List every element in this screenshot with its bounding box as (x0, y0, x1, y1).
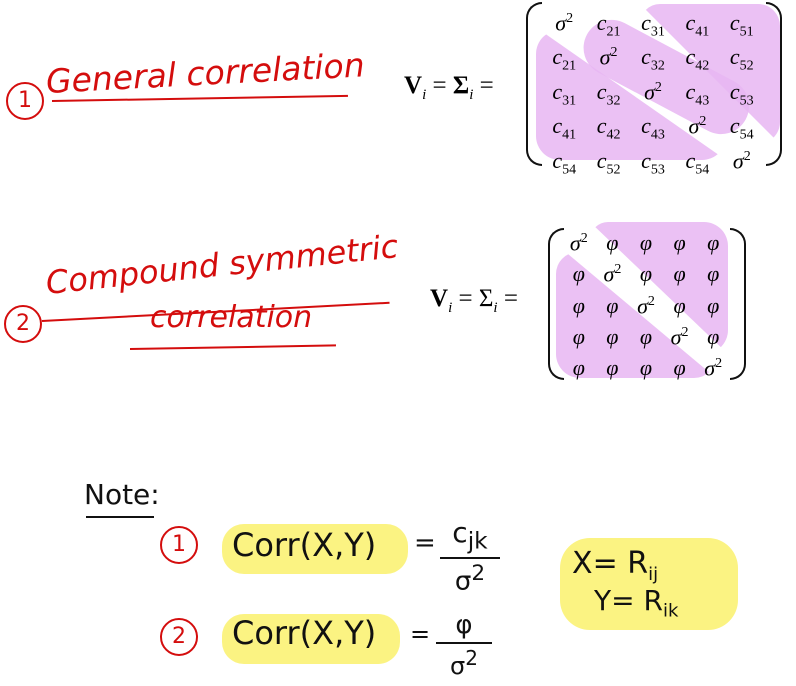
matrix-2-cell-1-2: φ (606, 230, 619, 255)
matrix-1-cell-5-4: $c_{54}$ (685, 147, 710, 177)
mid-symbol: Σ (452, 72, 470, 99)
circled-number-1: 1 (6, 82, 44, 120)
matrix-2-cell-1-4: φ (673, 230, 686, 255)
matrix-1-cell-3-1: $c_{31}$ (552, 78, 577, 109)
section-2-title-line-2: correlation (150, 300, 313, 335)
lhs-subscript: i (448, 300, 453, 316)
matrix-2-cell-3-3: $\sigma^2$ (637, 292, 655, 318)
matrix-2-cell-5-2: φ (606, 355, 619, 381)
lhs-symbol: V (404, 72, 423, 99)
matrix-2-cell-1-5: φ (707, 230, 720, 255)
matrix-2 (562, 232, 730, 380)
note-2-numerator: φ (455, 610, 473, 640)
note-1-expression: Corr(X,Y) (232, 526, 377, 564)
matrix-1-cell-1-3: $c_{31}$ (641, 10, 665, 40)
matrix-1-cell-2-5: $c_{52}$ (729, 44, 754, 74)
matrix-1-left-paren (526, 2, 542, 166)
matrix-1-cell-1-4: $c_{41}$ (685, 10, 710, 40)
note-circled-number-1: 1 (160, 526, 198, 564)
matrix-2-cell-4-5: φ (707, 323, 720, 349)
note-2-fraction-bar (436, 642, 492, 644)
mid-symbol: Σ (478, 285, 494, 312)
mid-subscript: i (469, 87, 474, 103)
note-1-denominator: $\sigma^2$ (454, 560, 486, 597)
matrix-1-cell-3-5: $c_{53}$ (729, 78, 754, 109)
matrix-2-cell-2-2: $\sigma^2$ (603, 261, 622, 287)
matrix-2-cell-4-4: $\sigma^2$ (670, 324, 689, 350)
matrix-2-cell-4-3: φ (639, 323, 653, 349)
note-label: Note: (84, 478, 160, 511)
note-1-fraction (440, 516, 500, 596)
matrix-1 (542, 12, 764, 177)
note-circled-number-2: 2 (160, 618, 198, 656)
definition-y: $Y= R_{ik}$ (594, 584, 679, 622)
matrix-1-cell-5-3: $c_{53}$ (641, 147, 665, 177)
matrix-1-cell-4-3: $c_{43}$ (641, 113, 665, 143)
section-1-equation-lhs: $V_i = \Sigma_i$ = (404, 72, 494, 103)
matrix-2-cell-3-1: φ (572, 292, 585, 318)
matrix-1-cell-5-2: $c_{52}$ (596, 147, 621, 177)
matrix-1-cell-2-4: $c_{42}$ (685, 44, 710, 74)
matrix-2-cell-5-3: φ (639, 355, 653, 381)
matrix-2-right-paren (730, 228, 746, 380)
matrix-1-cell-1-5: $c_{51}$ (729, 10, 754, 40)
matrix-2-cell-4-2: φ (606, 323, 619, 349)
section-2-equation-lhs: $V_i = \Sigma_i$ = (430, 285, 518, 316)
matrix-1-cell-4-4: $\sigma^2$ (688, 113, 707, 139)
note-2-expression: Corr(X,Y) (232, 614, 377, 652)
matrix-1-cell-1-1: $\sigma^2$ (555, 10, 574, 36)
matrix-2-cell-2-1: φ (572, 261, 585, 287)
matrix-1-cell-4-5: $c_{54}$ (729, 113, 754, 143)
lhs-symbol: V (430, 285, 449, 312)
matrix-2-cell-3-2: φ (606, 292, 619, 318)
section-2-underline-2 (130, 344, 336, 350)
note-label-underline (86, 516, 154, 518)
definition-x: $X= R_{ij}$ (572, 546, 659, 585)
matrix-1-cell-5-5: $\sigma^2$ (732, 147, 751, 173)
matrix-2-cell-5-1: φ (572, 355, 585, 381)
note-1-numerator: $c_{jk}$ (452, 516, 488, 555)
matrix-2-cell-3-5: φ (707, 292, 720, 318)
matrix-2-cell-5-5: $\sigma^2$ (704, 355, 723, 381)
matrix-1-cell-2-2: $\sigma^2$ (599, 44, 618, 70)
matrix-1-cell-1-2: $c_{21}$ (596, 10, 621, 40)
matrix-1-cell-3-2: $c_{32}$ (596, 78, 621, 109)
matrix-1-cell-5-1: $c_{54}$ (552, 147, 577, 177)
note-2-fraction (436, 610, 492, 680)
matrix-1-cell-2-1: $c_{21}$ (552, 44, 577, 74)
matrix-2-cell-3-4: φ (673, 292, 686, 318)
matrix-1-cell-3-4: $c_{43}$ (685, 78, 710, 109)
mid-subscript: i (493, 300, 498, 316)
matrix-2-cell-5-4: φ (673, 355, 686, 381)
matrix-1-cell-4-2: $c_{42}$ (596, 113, 621, 143)
section-1-title: General correlation (44, 45, 366, 101)
matrix-1-cell-3-3: $\sigma^2$ (644, 79, 662, 105)
note-1-fraction-bar (440, 557, 500, 559)
matrix-2-cell-2-4: φ (673, 261, 686, 287)
lhs-subscript: i (422, 87, 427, 103)
matrix-2-cell-1-3: φ (639, 230, 653, 255)
matrix-2-cell-2-5: φ (707, 261, 720, 287)
matrix-2-cell-2-3: φ (639, 261, 653, 287)
note-1-equals: = (414, 528, 436, 558)
note-2-equals: = (410, 620, 431, 648)
section-2-title-line-1: Compound symmetric (44, 227, 400, 302)
matrix-2-cell-1-1: $\sigma^2$ (569, 230, 588, 256)
matrix-1-right-paren (766, 2, 782, 166)
matrix-2-cell-4-1: φ (572, 323, 585, 349)
circled-number-2: 2 (4, 305, 42, 343)
matrix-1-cell-2-3: $c_{32}$ (641, 44, 665, 74)
note-2-denominator: $\sigma^2$ (450, 646, 478, 680)
matrix-1-cell-4-1: $c_{41}$ (552, 113, 577, 143)
